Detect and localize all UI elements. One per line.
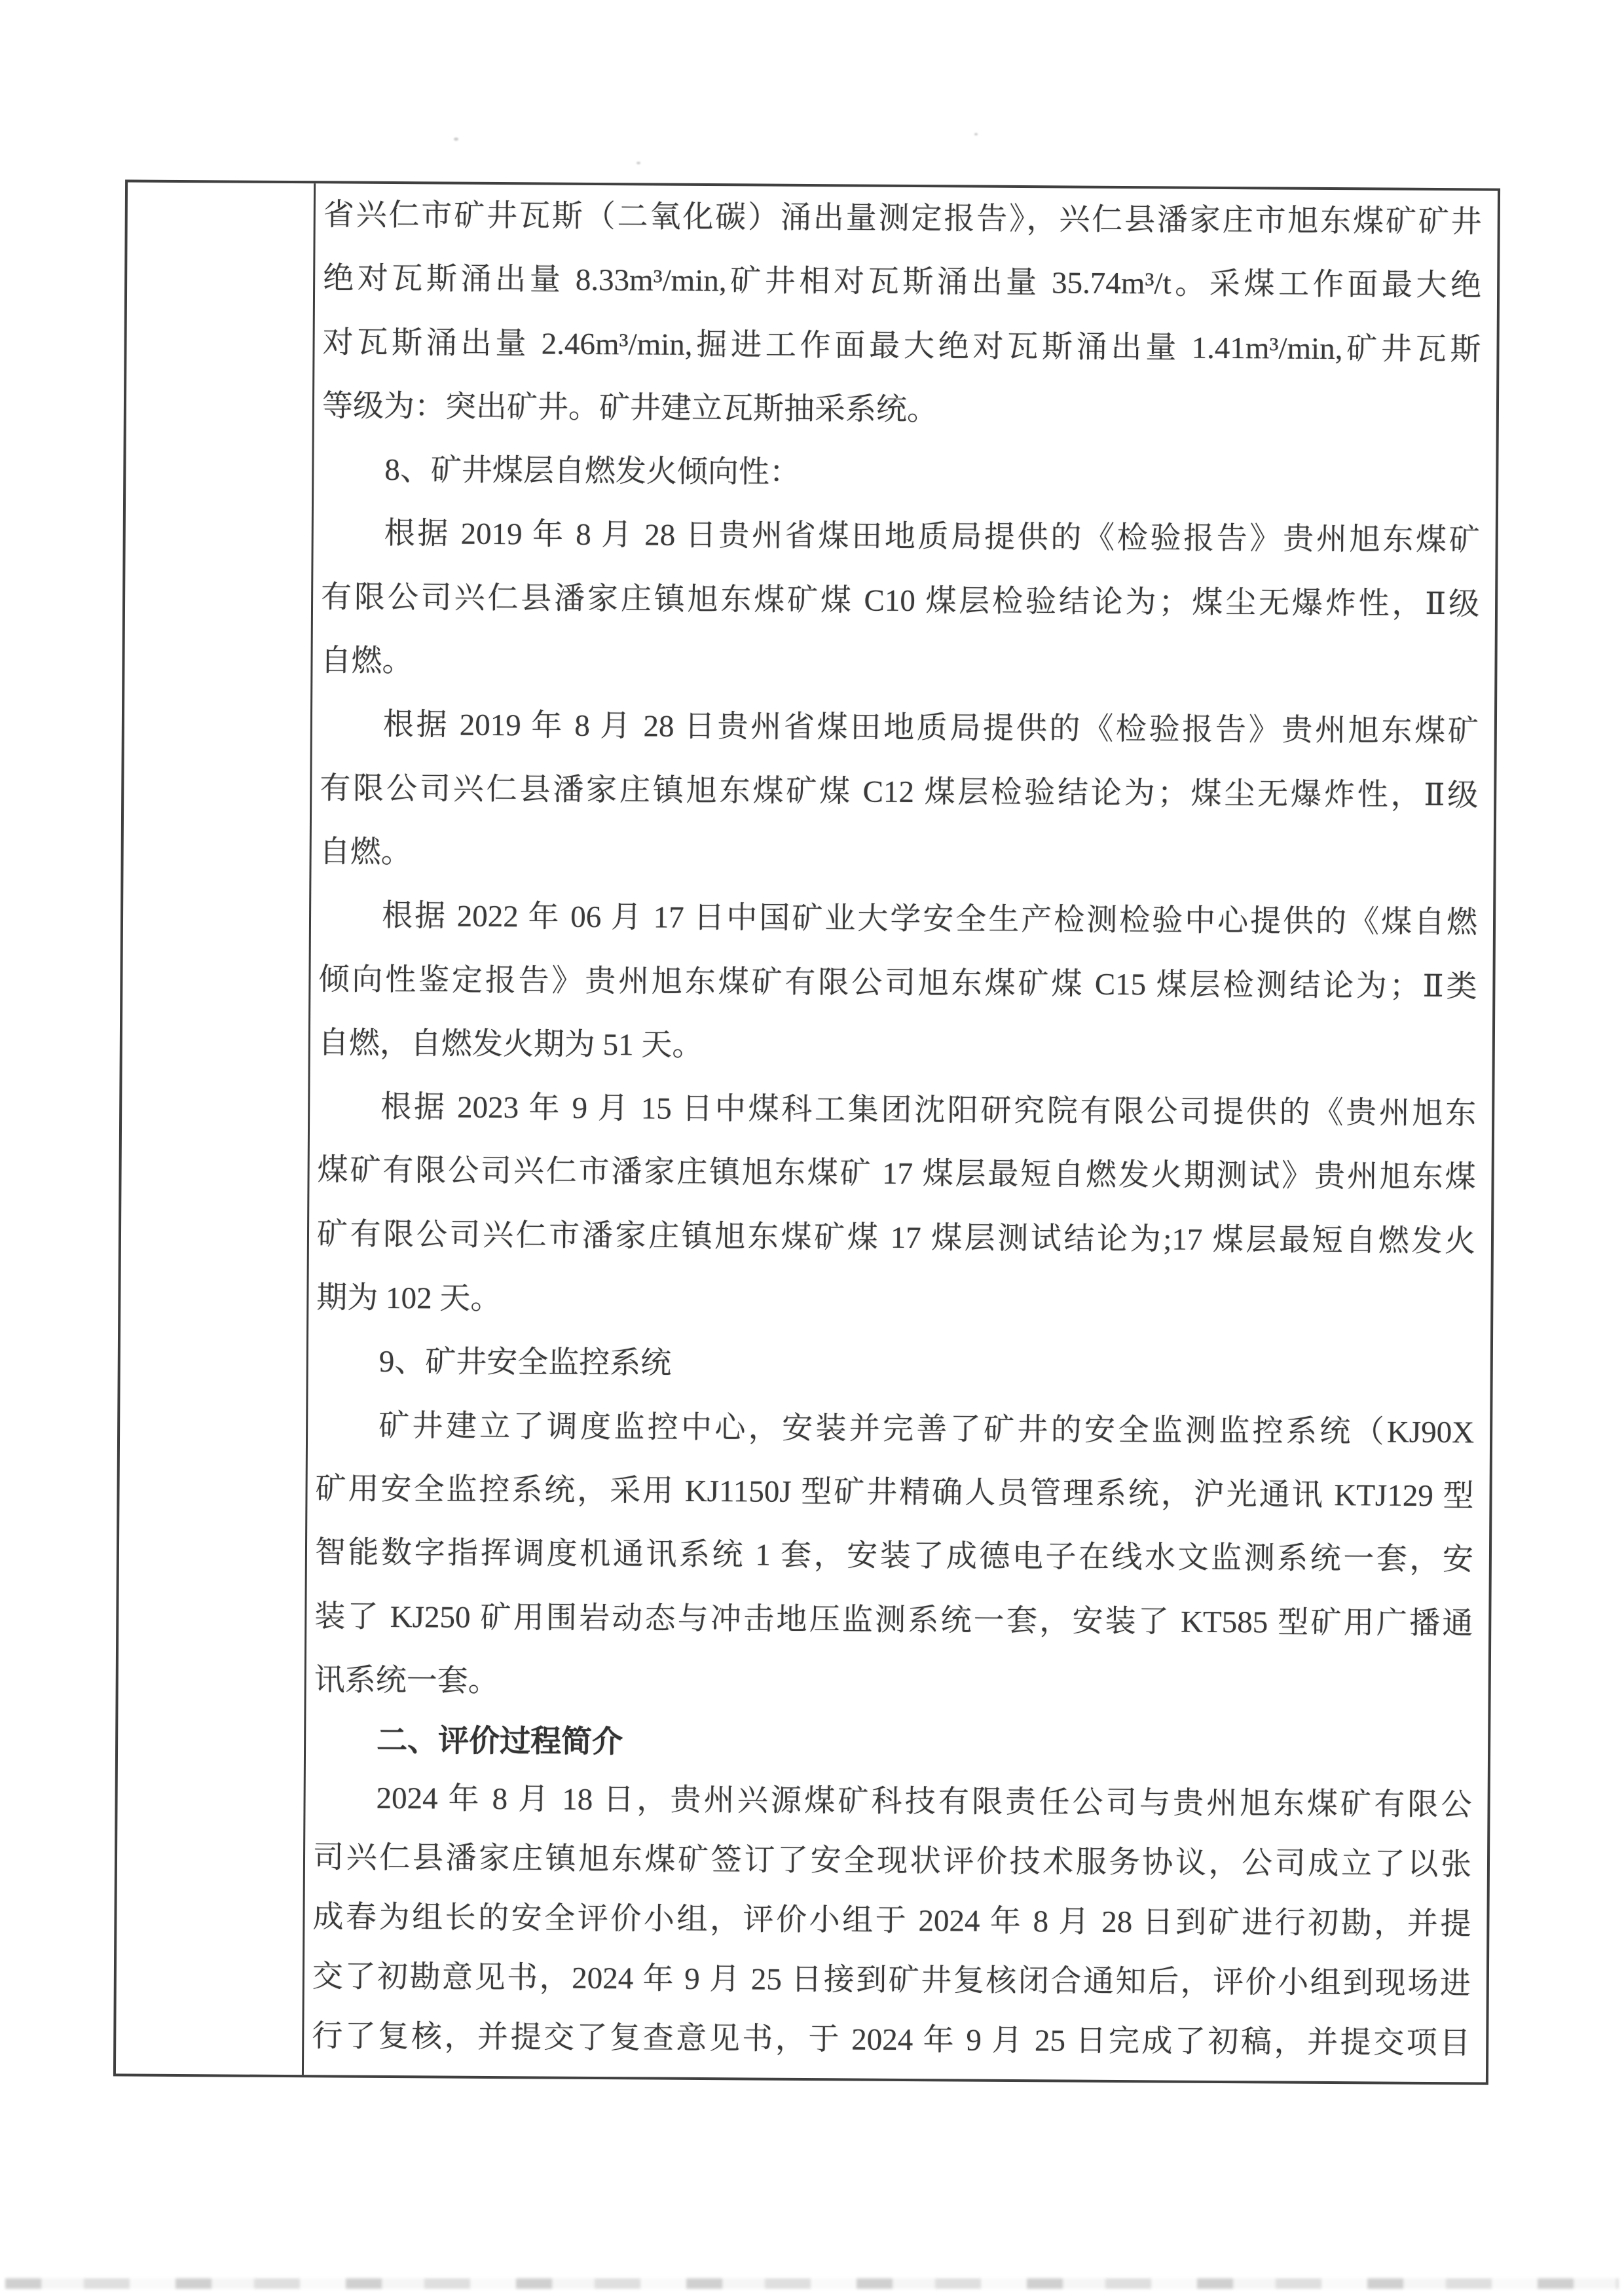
text-line: 8、矿井煤层自燃发火倾向性： [384,453,800,490]
text-line: 交了初勘意见书，2024 年 9 月 25 日接到矿井复核闭合通知后，评价小组到现场进 [312,1959,1471,2001]
scan-artifact-band [5,2278,1619,2289]
text-line: 矿有限公司兴仁市潘家庄镇旭东煤矿煤 17 煤层测试结论为;17 煤层最短自燃发火 [316,1217,1476,1259]
text-line: 矿井建立了调度监控中心，安装并完善了矿井的安全监测监控系统（KJ90X [378,1408,1475,1450]
text-line: 期为 102 天。 [316,1281,502,1317]
table-body-cell [304,183,1498,2082]
text-line: 自燃。 [319,835,412,870]
text-line: 根据 2022 年 06 月 17 日中国矿业大学安全生产检测检验中心提供的《煤自燃 [381,899,1478,940]
text-line: 对瓦斯涌出量 2.46m³/min,掘进工作面最大绝对瓦斯涌出量 1.41m³/min,矿井瓦斯 [322,325,1481,367]
text-line: 矿用安全监控系统，采用 KJ1150J 型矿井精确人员管理系统，沪光通讯 KTJ129 型 [315,1472,1474,1514]
section-heading: 二、评价过程简介 [376,1724,623,1760]
text-line: 倾向性鉴定报告》贵州旭东煤矿有限公司旭东煤矿煤 C15 煤层检测结论为；Ⅱ类 [318,962,1477,1004]
text-line: 2024 年 8 月 18 日，贵州兴源煤矿科技有限责任公司与贵州旭东煤矿有限公 [376,1781,1472,1823]
text-line: 自燃。 [320,644,413,679]
text-line: 煤矿有限公司兴仁市潘家庄镇旭东煤矿 17 煤层最短自燃发火期测试》贵州旭东煤 [317,1153,1476,1195]
text-line: 司兴仁县潘家庄镇旭东煤矿签订了安全现状评价技术服务协议，公司成立了以张 [312,1840,1472,1882]
text-line: 自燃，自燃发火期为 51 天。 [318,1026,703,1063]
scan-speck [974,133,978,136]
text-line: 省兴仁市矿井瓦斯（二氧化碳）涌出量测定报告》，兴仁县潘家庄市旭东煤矿矿井 [323,198,1482,240]
scan-speck [454,137,458,141]
text-line: 行了复核，并提交了复查意见书，于 2024 年 9 月 25 日完成了初稿，并提交项目 [312,2019,1471,2061]
text-line: 绝对瓦斯涌出量 8.33m³/min,矿井相对瓦斯涌出量 35.74m³/t。采煤工作面最大绝 [323,261,1482,303]
text-line: 根据 2023 年 9 月 15 日中煤科工集团沈阳研究院有限公司提供的《贵州旭东 [380,1090,1477,1131]
text-line: 智能数字指挥调度机通讯系统 1 套，安装了成德电子在线水文监测系统一套，安 [314,1535,1474,1577]
content-table [113,179,1500,2085]
text-line: 有限公司兴仁县潘家庄镇旭东煤矿煤 C10 煤层检验结论为；煤尘无爆炸性，Ⅱ级 [320,580,1480,622]
text-line: 有限公司兴仁县潘家庄镇旭东煤矿煤 C12 煤层检验结论为；煤尘无爆炸性，Ⅱ级 [320,771,1479,813]
text-line: 根据 2019 年 8 月 28 日贵州省煤田地质局提供的《检验报告》贵州旭东煤矿 [382,708,1479,749]
text-line: 9、矿井安全监控系统 [378,1345,672,1381]
text-line: 等级为：突出矿井。矿井建立瓦斯抽采系统。 [322,389,938,428]
text-line: 装了 KJ250 矿用围岩动态与冲击地压监测系统一套，安装了 KT585 型矿用广播通 [314,1599,1473,1641]
table-left-cell [116,182,316,2075]
text-line: 讯系统一套。 [314,1663,499,1698]
text-line: 根据 2019 年 8 月 28 日贵州省煤田地质局提供的《检验报告》贵州旭东煤矿 [384,517,1480,558]
text-line: 成春为组长的安全评价小组，评价小组于 2024 年 8 月 28 日到矿进行初勘，并提 [312,1900,1471,1942]
scan-speck [637,162,640,164]
